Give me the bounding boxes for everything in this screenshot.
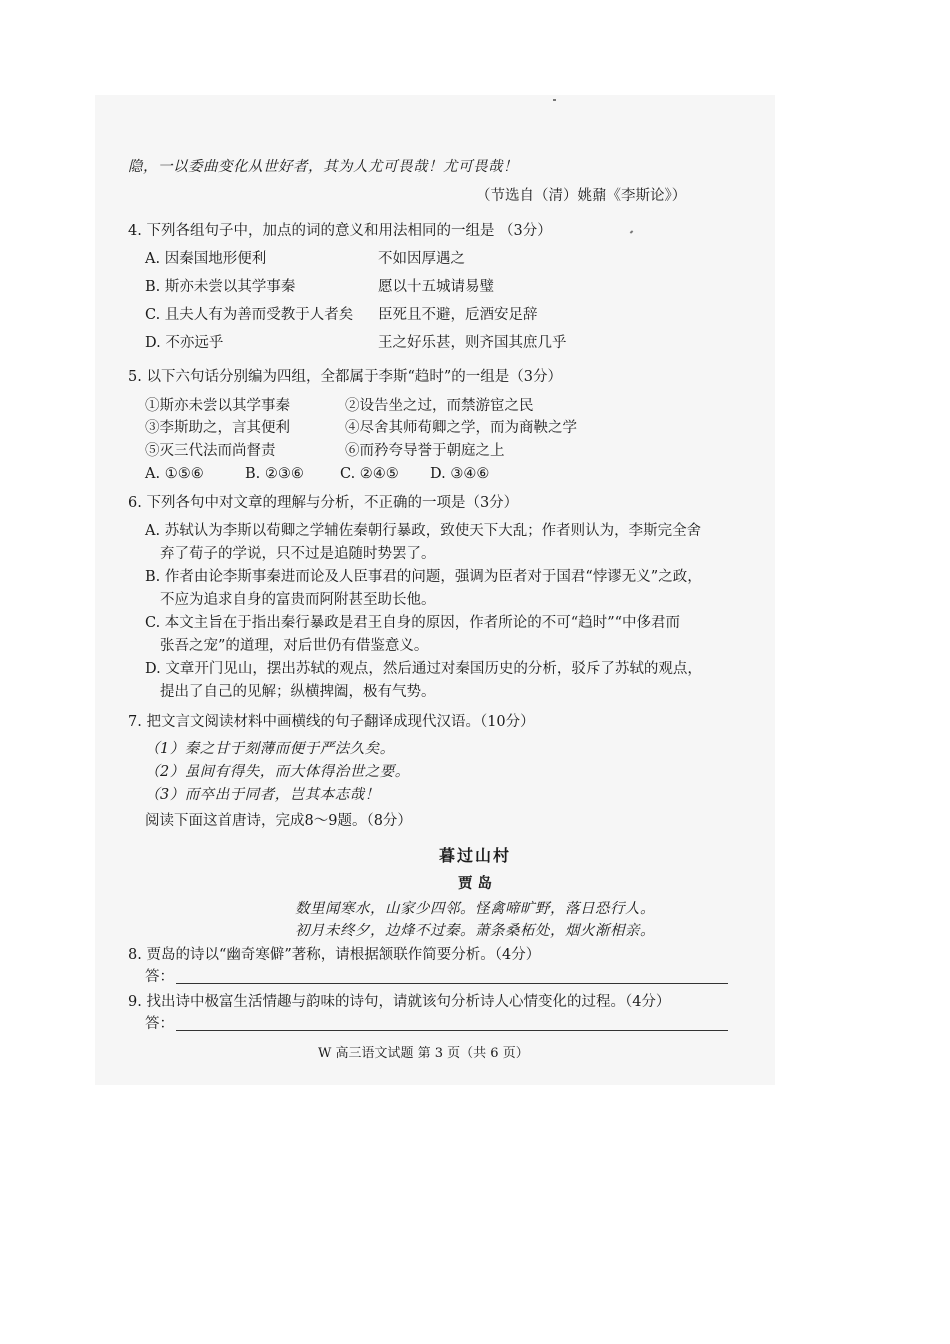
q6-option-b-line2: 不应为追求自身的富贵而阿附甚至助长他。 bbox=[160, 592, 436, 608]
q6-option-d-line1: D. 文章开门见山，摆出苏轼的观点，然后通过对秦国历史的分析，驳斥了苏轼的观点， bbox=[145, 661, 702, 677]
scan-speck bbox=[630, 230, 634, 233]
q6-option-c-line2: 张吾之宠”的道理，对后世仍有借鉴意义。 bbox=[160, 638, 429, 654]
q4-option-d-pair: 王之好乐甚，则齐国其庶几乎 bbox=[378, 335, 567, 351]
q5-item-3: ③李斯助之，言其便利 bbox=[145, 420, 290, 436]
q4-stem: 4. 下列各组句子中，加点的词的意义和用法相同的一组是 （3分） bbox=[128, 223, 552, 239]
q4-option-a: A. 因秦国地形便利 bbox=[145, 251, 267, 267]
q8-answer-label: 答： bbox=[145, 969, 174, 985]
q5-choice-c: C. ②④⑤ bbox=[340, 466, 399, 482]
q5-choice-d: D. ③④⑥ bbox=[430, 466, 490, 482]
q5-item-6: ⑥而矜夸导誉于朝庭之上 bbox=[345, 443, 505, 459]
q4-option-b: B. 斯亦未尝以其学事秦 bbox=[145, 279, 296, 295]
q8-answer-line[interactable] bbox=[176, 983, 728, 984]
passage-tail: 隐，一以委曲变化从世好者，其为人尤可畏哉！尤可畏哉！ bbox=[128, 159, 518, 175]
q5-item-2: ②设告坐之过，而禁游宦之民 bbox=[345, 398, 534, 414]
q7-item-2: （2）虽间有得失，而大体得治世之要。 bbox=[145, 764, 410, 780]
passage-source: （节选自（清）姚鼐《李斯论》） bbox=[476, 188, 687, 204]
q5-stem: 5. 以下六句话分别编为四组，全都属于李斯“趋时”的一组是（3分） bbox=[128, 369, 562, 385]
poem-line-1: 数里闻寒水，山家少四邻。怪禽啼旷野，落日恐行人。 bbox=[295, 901, 655, 917]
q6-option-c-line1: C. 本文主旨在于指出秦行暴政是君王自身的原因，作者所论的不可“趋时”“中侈君而 bbox=[145, 615, 681, 631]
q6-option-d-line2: 提出了自己的见解；纵横捭阖，极有气势。 bbox=[160, 684, 436, 700]
page-footer: W 高三语文试题 第 3 页（共 6 页） bbox=[318, 1046, 529, 1061]
q6-option-b-line1: B. 作者由论李斯事秦进而论及人臣事君的问题，强调为臣者对于国君“悖谬无义”之政， bbox=[145, 569, 702, 585]
q7-item-3: （3）而卒出于同者，岂其本志哉！ bbox=[145, 787, 380, 803]
q4-option-b-pair: 愿以十五城请易璧 bbox=[378, 279, 494, 295]
q7-item-1: （1）秦之甘于刻薄而便于严法久矣。 bbox=[145, 741, 395, 757]
q6-option-a-line2: 弃了荀子的学说，只不过是追随时势罢了。 bbox=[160, 546, 436, 562]
poem-intro: 阅读下面这首唐诗，完成8～9题。（8分） bbox=[145, 813, 412, 829]
q5-item-4: ④尽舍其师荀卿之学，而为商鞅之学 bbox=[345, 420, 577, 436]
poem-author: 贾 岛 bbox=[457, 875, 493, 892]
q9-stem: 9. 找出诗中极富生活情趣与韵味的诗句，请就该句分析诗人心情变化的过程。（4分） bbox=[128, 994, 671, 1010]
q6-option-a-line1: A. 苏轼认为李斯以荀卿之学辅佐秦朝行暴政，致使天下大乱；作者则认为，李斯完全舍 bbox=[145, 523, 702, 539]
q6-stem: 6. 下列各句中对文章的理解与分析，不正确的一项是（3分） bbox=[128, 495, 519, 511]
poem-title: 暮过山村 bbox=[438, 846, 511, 865]
poem-line-2: 初月未终夕，边烽不过秦。萧条桑柘处，烟火渐相亲。 bbox=[295, 923, 655, 939]
q5-choice-a: A. ①⑤⑥ bbox=[145, 466, 204, 482]
q4-option-c-pair: 臣死且不避，卮酒安足辞 bbox=[378, 307, 538, 323]
q5-choice-b: B. ②③⑥ bbox=[245, 466, 304, 482]
q9-answer-label: 答： bbox=[145, 1016, 174, 1032]
scan-speck bbox=[553, 99, 556, 101]
q4-option-d: D. 不亦远乎 bbox=[145, 335, 224, 351]
q9-answer-line[interactable] bbox=[176, 1030, 728, 1031]
q7-stem: 7. 把文言文阅读材料中画横线的句子翻译成现代汉语。（10分） bbox=[128, 714, 535, 730]
q5-item-1: ①斯亦未尝以其学事秦 bbox=[145, 398, 290, 414]
q5-item-5: ⑤灭三代法而尚督责 bbox=[145, 443, 276, 459]
q4-option-c: C. 且夫人有为善而受教于人者矣 bbox=[145, 307, 354, 323]
q4-option-a-pair: 不如因厚遇之 bbox=[378, 251, 465, 267]
q8-stem: 8. 贾岛的诗以“幽奇寒僻”著称，请根据颔联作简要分析。（4分） bbox=[128, 947, 541, 963]
